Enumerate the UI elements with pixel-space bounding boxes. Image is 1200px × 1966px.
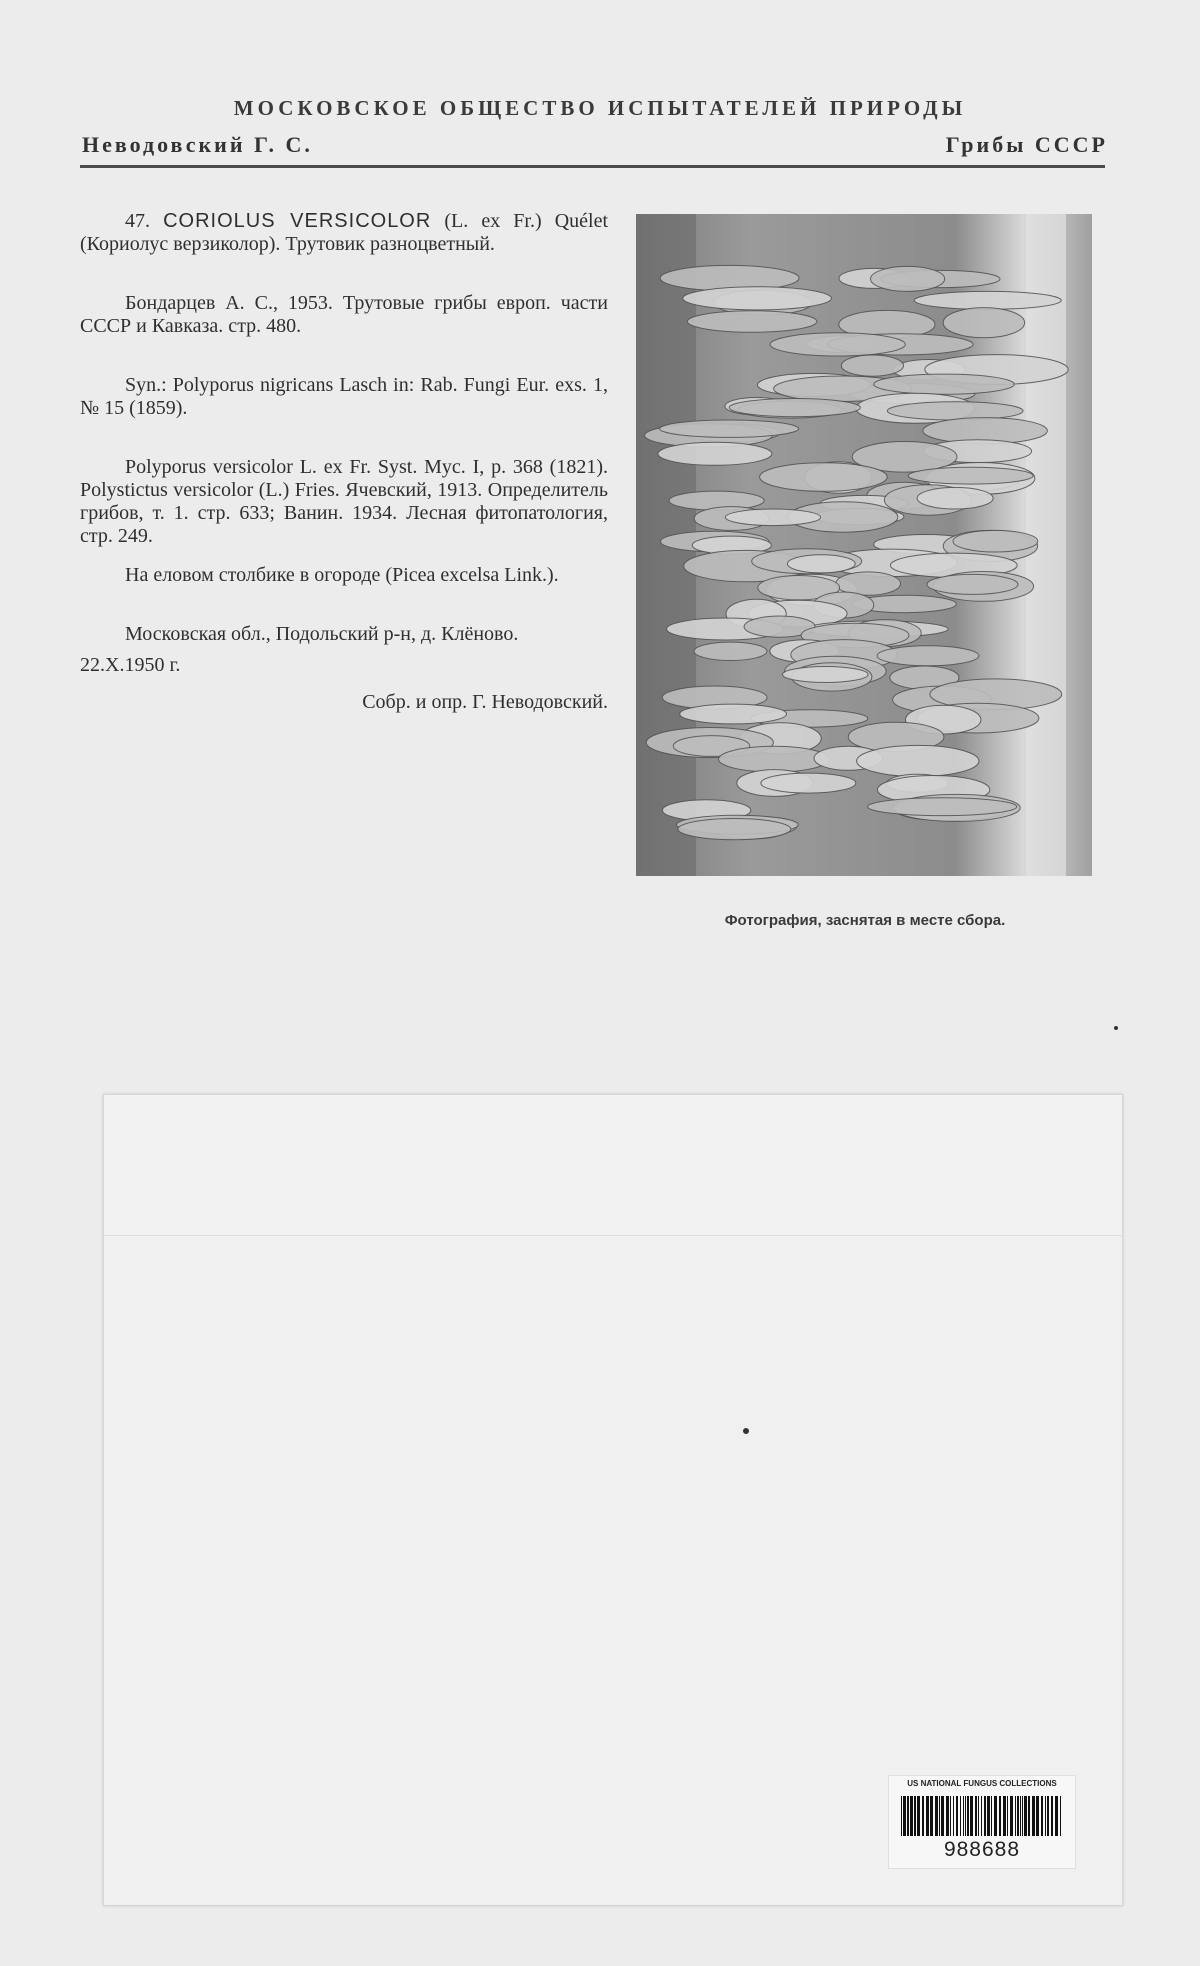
locality: Московская обл., Подольский р-н, д. Клёново. [125,623,519,645]
species-name: CORIOLUS VERSICOLOR [163,210,432,232]
packet-flap [104,1095,1122,1236]
header-rule [80,165,1105,168]
label-text [80,210,608,714]
synonym-entry: Syn.: Polyporus nigricans Lasch in: Rab. Fungi Eur. exs. 1, № 15 (1859). [80,374,608,419]
synonym-entry-2: Polyporus versicolor L. ex Fr. Syst. Myc. I, p. 368 (1821). Polystictus versicolor (L.) Fries. Ячевский, 1913. Определитель грибов, т. 1. стр. 633; Ванин. 1934. Лесная фитопатология, стр. 249. [80,456,608,547]
sheet-mark [1114,1026,1118,1030]
specimen-photo [636,214,1092,876]
collection-date: 22.X.1950 г. [80,654,181,676]
substrate-note: На еловом столбике в огороде (Picea excelsa Link.). [125,564,559,586]
collector: Собр. и опр. Г. Неводовский. [362,691,608,713]
entry-number: 47. [125,210,150,232]
barcode-title: US NATIONAL FUNGUS COLLECTIONS [907,1779,1057,1788]
author-name: Неводовский Г. С. [82,132,313,157]
species-entry [80,210,608,256]
literature-reference: Бондарцев А. С., 1953. Трутовые грибы европ. части СССР и Кавказа. стр. 480. [80,292,608,337]
barcode-label [888,1775,1076,1869]
species-authority: (L. ex Fr.) Quélet (Кориолус верзиколор). Трутовик разноцветный. [80,210,609,255]
society-header: МОСКОВСКОЕ ОБЩЕСТВО ИСПЫТАТЕЛЕЙ ПРИРОДЫ [233,96,967,120]
photo-caption: Фотография, заснятая в месте сбора. [724,912,1006,929]
packet-mark [743,1428,749,1434]
barcode-number: 988688 [943,1838,1021,1861]
series-title: Грибы СССР [945,132,1108,157]
barcode-bars [901,1796,1063,1836]
